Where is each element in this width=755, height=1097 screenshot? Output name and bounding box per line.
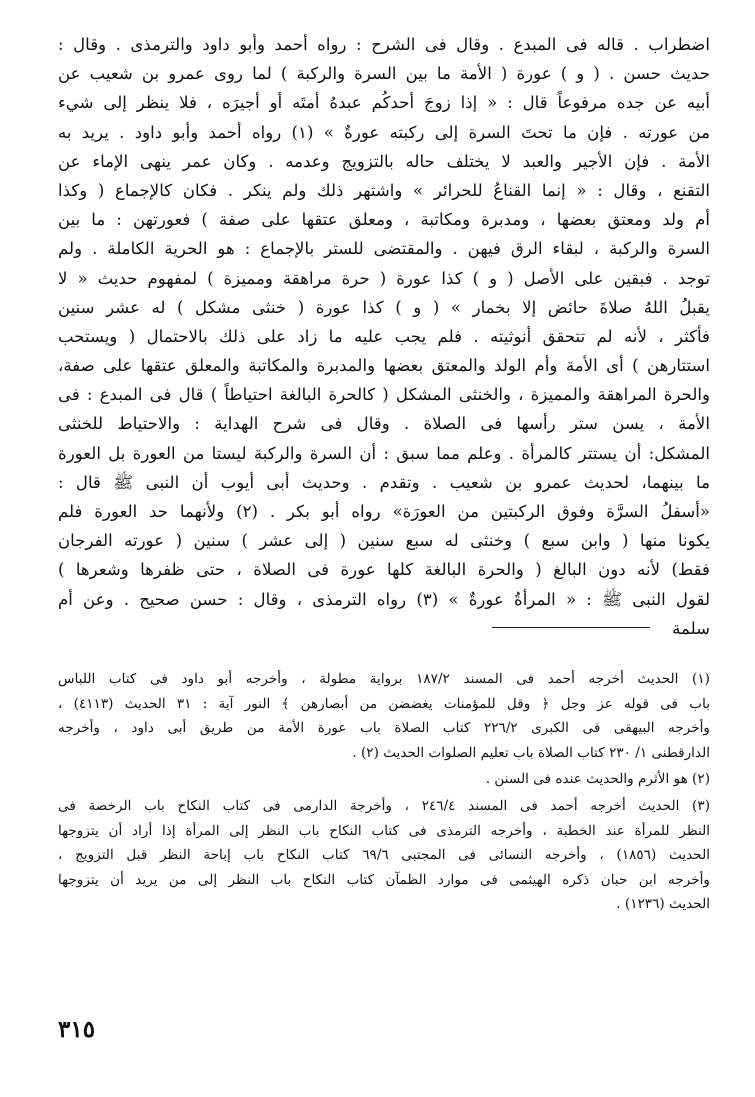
main-text-line: حديث حسن . ( و ) عورة ( الأمة ما بين السرة والركبة ) لما روى عمرو بن شعيب عن	[58, 64, 710, 84]
footnote-line: النظر للمرأة عند الخطبة ، وأخرجه الترمذى فى كتاب النكاح باب النظر إلى المرأة إذا أراد أن يتزوجها	[58, 822, 710, 839]
page-content	[58, 30, 710, 919]
footnote-line: وأخرجه ابن حبان ذكره الهيثمى فى موارد الظمآن كتاب النكاح باب النظر إلى من يريد أن يتزوجها	[58, 871, 710, 888]
main-text-line: التقنع ، وقال : « إنما القناعُ للحرائر » واشتهر ذلك ولم ينكر . فكان كالإجماع ( وكذا	[58, 180, 710, 200]
main-text-line: توجد . فبقين على الأصل ( و ) كذا عورة ( حرة مراهقة ومميزة ) لمفهوم حديث « لا	[58, 268, 710, 288]
page-number: ٣١٥	[58, 1016, 96, 1043]
main-text-line: استتارهن ) أى الأمة وأم الولد والمعتق بعضها والمدبرة والمكاتبة والمعلق عتقها على صفة،	[58, 356, 710, 376]
footnotes	[58, 667, 710, 917]
main-text-line: أبيه عن جده مرفوعاً قال : « إذا زوجَ أحدكُم عبدهُ أمتَه أو أجيرَه ، فلا ينظر إلى شيء	[58, 93, 710, 113]
footnote-line: (١) الحديث أخرجه أحمد فى المسند ١٨٧/٢ برواية مطولة ، وأخرجه أبو داود فى كتاب اللباس	[58, 670, 710, 687]
main-text-line: والحرة المراهقة والمميزة ، والخنثى المشكل ( كالحرة البالغة احتياطاً ) قال فى المبدع : فى	[58, 385, 710, 405]
footnote-line: (٢) هو الأثرم والحديث عنده فى السنن .	[485, 771, 710, 788]
footnote-line: الدارقطنى ١/ ٢٣٠ كتاب الصلاة باب تعليم الصلوات الحديث (٢) .	[352, 744, 710, 761]
footnote-separator-wrap	[58, 643, 710, 657]
main-text-line: الأمة . فإن الأجير والعبد لا يختلف حاله بالتزويج وعدمه . وكان عمر ينهى الإماء عن	[58, 151, 710, 171]
main-text-line: أم ولد ومعتق بعضها ، ومدبرة ومكاتبة ، ومعلق عتقها على صفة ) فعورتهن : ما بين	[58, 210, 710, 230]
main-text-line: من عورته . فإن ما تحتَ السرة إلى ركبته عورةٌ » (١) رواه أحمد وأبو داود . يريد به	[58, 122, 710, 142]
footnote-line: الحديث (١٨٥٦) ، وأخرجه النسائى فى المجتبى ٦٩/٦ كتاب النكاح باب إباحة النظر قبل التزويج ،	[58, 847, 710, 864]
footnote-line: الحديث (١٢٣٦) .	[616, 896, 710, 913]
main-text-line: يقبلُ اللهُ صلاةَ حائض إلا بخمار » ( و ) كذا عورة ( خنثى مشكل ) له عشر سنين	[58, 297, 710, 317]
main-text-line: فقط) لأنه دون البالغ ( والحرة البالغة كلها عورة فى الصلاة ، حتى ظفرها وشعرها )	[58, 560, 710, 580]
footnote-line: (٣) الحديث أخرجه أحمد فى المسند ٢٤٦/٤ ، وأخرجة الدارمى فى كتاب النكاح باب الرخصة فى	[58, 797, 710, 814]
main-text-line: ما بينهما، لحديث عمرو بن شعيب . وتقدم . وحديث أبى أيوب أن النبى ﷺ قال :	[58, 472, 710, 492]
footnote-2	[58, 767, 710, 792]
main-text-line: يكونا منها ( وابن سبع ) وخنثى له سبع سنين ( إلى عشر ) سنين ( عورته الفرجان	[58, 531, 710, 551]
footnote-1	[58, 667, 710, 765]
main-text-line: السرة والركبة ، لبقاء الرق فيهن . والمقتضى للستر بالإجماع : هو الحرية الكاملة . ولم	[58, 239, 710, 259]
main-text-line: «أسفلُ السرَّة وفوق الركبتين من العورَة» رواه أبو بكر . (٢) ولأنهما حد العورة فلم	[58, 502, 710, 521]
main-text-line: سلمة	[672, 618, 710, 638]
footnote-line: وأخرجه البيهقى فى الكبرى ٢٢٦/٢ كتاب الصلاة باب عورة الأمة من طريق أبى داود ، وأخرجه	[58, 720, 710, 737]
main-text-line: فأكثر ، لأنه لم تتحقق أنوثيته . فلم يجب عليه ما زاد على ذلك بالاحتمال ( ويستحب	[58, 326, 710, 346]
footnote-3	[58, 794, 710, 917]
footnote-separator	[492, 627, 650, 628]
main-text-line: اضطراب . قاله فى المبدع . وقال فى الشرح : رواه أحمد وأبو داود والترمذى . وقال :	[58, 35, 710, 54]
main-text-line: المشكل: أن يستتر كالمرأة . وعلم مما سبق : أن السرة والركبة ليستا من العورة بل العورة	[58, 443, 710, 463]
main-text-line: الأمة ، يسن ستر رأسها فى الصلاة . وقال فى شرح الهداية : والاحتياط للخنثى	[58, 414, 710, 434]
main-text-line: لقول النبى ﷺ : « المرأةُ عورةٌ » (٣) رواه الترمذى ، وقال : حسن صحيح . وعن أم	[58, 589, 710, 609]
main-text	[58, 30, 710, 643]
footnote-line: باب فى قوله عز وجل ﴿ وقل للمؤمنات يغضضن من أبصارهن ﴾ النور آية : ٣١ الحديث (٤١١٣) ،	[58, 695, 710, 712]
